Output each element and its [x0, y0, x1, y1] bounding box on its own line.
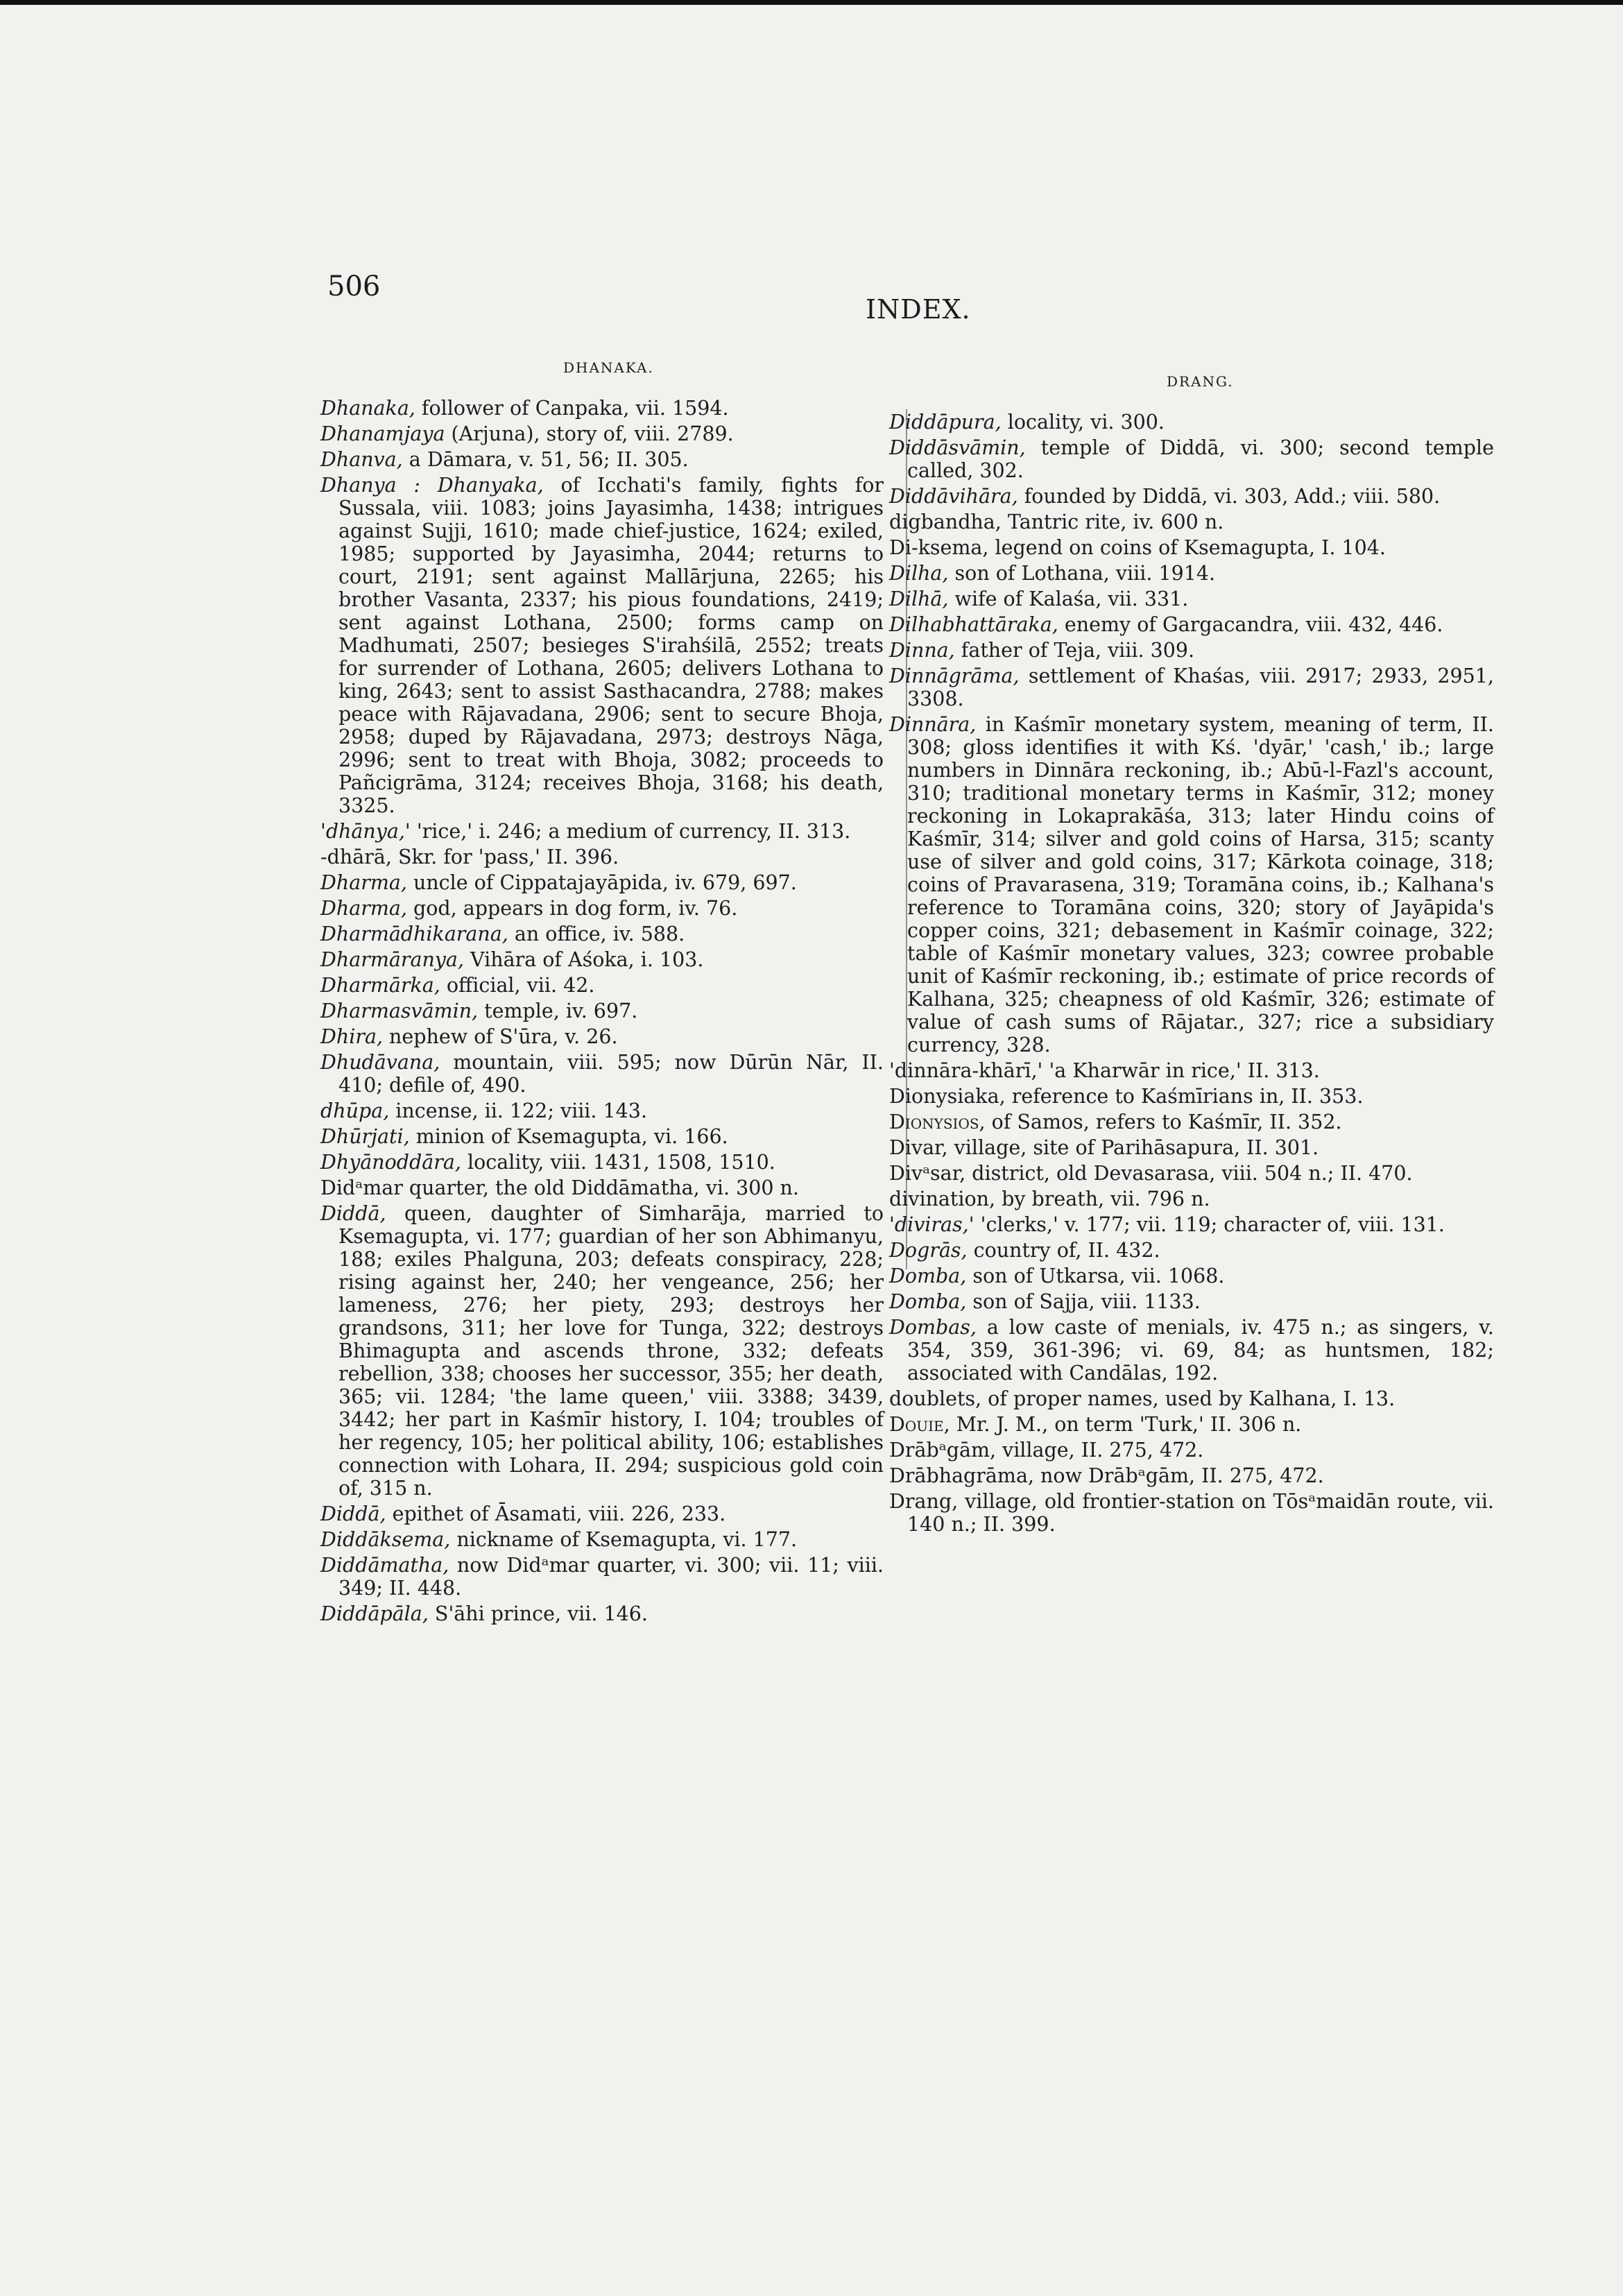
entry-text: now Didᵃmar quarter, vi. 300; vii. 11; viii. 349; II. 448.	[338, 1554, 884, 1600]
entry-headword: Divᵃsar,	[889, 1162, 966, 1185]
entry-text: father of Teja, viii. 309.	[954, 639, 1195, 662]
entry-headword: Dhūrjati,	[320, 1125, 410, 1148]
entry-headword: Dogrās,	[889, 1239, 968, 1262]
index-entry	[320, 923, 884, 945]
index-entry	[889, 1188, 1494, 1210]
entry-text: a low caste of menials, iv. 475 n.; as singers, v. 354, 359, 361-396; vi. 69, 84; as huntsmen, 182; associated with Candālas, 192.	[907, 1316, 1494, 1385]
entry-text: wife of Kalaśa, vii. 331.	[948, 588, 1189, 610]
right-column	[889, 411, 1494, 1539]
entry-headword: 'diviras,'	[889, 1213, 974, 1236]
entry-headword: Dhanaka,	[320, 397, 415, 420]
entry-text: incense, ii. 122; viii. 143.	[389, 1099, 648, 1122]
entry-text: mountain, viii. 595; now Dūrūn Nār, II. 410; defile of, 490.	[338, 1051, 884, 1097]
index-entry	[889, 485, 1494, 508]
entry-headword: Dharmādhikarana,	[320, 923, 508, 945]
entry-text: quarter, the old Diddāmatha, vi. 300 n.	[402, 1176, 799, 1199]
index-entry	[320, 948, 884, 971]
entry-text: son of Utkarsa, vii. 1068.	[966, 1265, 1225, 1287]
entry-text: village, old frontier-station on Tōsᵃmaidān route, vii. 140 n.; II. 399.	[907, 1490, 1494, 1536]
index-entry	[320, 1000, 884, 1022]
entry-text: country of, II. 432.	[967, 1239, 1160, 1262]
entry-text: queen, daughter of Simharāja, married to Ksemagupta, vi. 177; guardian of her son Abhimanyu, 188; exiles Phalguna, 203; defeats conspiracy, 228; rising against her, 240; her vengeance, 256; her lameness, 276; her piety, 293; destroys her grandsons, 311; her love for Tunga, 322; destroys Bhimagupta and ascends throne, 332; defeats rebellion, 338; chooses her successor, 355; her death, 365; vii. 1284; 'the lame queen,' viii. 3388; 3439, 3442; her part in Kaśmīr history, I. 104; troubles of her regency, 105; her political ability, 106; establishes connection with Lohara, II. 294; suspicious gold coin of, 315 n.	[338, 1202, 884, 1500]
entry-headword: Dombas,	[889, 1316, 977, 1339]
entry-text: son of Sajja, viii. 1133.	[966, 1290, 1201, 1313]
index-entry	[320, 448, 884, 471]
entry-headword: Dharmāranya,	[320, 948, 464, 971]
index-entry	[320, 1202, 884, 1500]
entry-text: of Samos, refers to Kaśmīr, II. 352.	[985, 1111, 1342, 1133]
index-entry	[320, 1176, 884, 1199]
entry-headword: digbandha,	[889, 511, 1002, 533]
left-column	[320, 397, 884, 1628]
index-entry	[889, 1439, 1494, 1462]
entry-headword: Diddā,	[320, 1502, 386, 1525]
entry-headword: Domba,	[889, 1290, 967, 1313]
index-entry	[889, 1387, 1494, 1410]
entry-headword: Dhanya : Dhanyaka,	[320, 474, 544, 497]
entry-text: legend on coins of Ksemagupta, I. 104.	[988, 536, 1386, 559]
entry-text: reference to Kaśmīrians in, II. 353.	[1005, 1085, 1364, 1108]
entry-text: Tantric rite, iv. 600 n.	[1001, 511, 1224, 533]
entry-text: uncle of Cippatajayāpida, iv. 679, 697.	[406, 871, 797, 894]
entry-headword: Dionysios,	[889, 1111, 986, 1133]
entry-headword: Dharma,	[320, 897, 407, 920]
index-entry	[320, 1602, 884, 1625]
entry-headword: Dharmārka,	[320, 974, 440, 997]
entry-text: founded by Diddā, vi. 303, Add.; viii. 580.	[1017, 485, 1441, 508]
entry-text: village, site of Parihāsapura, II. 301.	[947, 1136, 1319, 1159]
entry-headword: Diddāvihāra,	[889, 485, 1018, 508]
index-entry	[889, 588, 1494, 610]
entry-headword: Diddāmatha,	[320, 1554, 449, 1577]
entry-headword: Drang,	[889, 1490, 959, 1513]
entry-text: locality, viii. 1431, 1508, 1510.	[461, 1151, 775, 1174]
entry-text: of proper names, used by Kalhana, I. 13.	[981, 1387, 1396, 1410]
index-entry	[889, 562, 1494, 585]
entry-headword: 'dinnāra-khārī,'	[889, 1059, 1043, 1082]
index-entry	[320, 1502, 884, 1525]
entry-headword: Dharma,	[320, 871, 407, 894]
entry-headword: dhūpa,	[320, 1099, 390, 1122]
index-entry	[320, 1528, 884, 1551]
entry-text: nephew of S'ūra, v. 26.	[383, 1025, 618, 1048]
index-entry	[320, 897, 884, 920]
entry-headword: Diddā,	[320, 1202, 386, 1225]
index-entry	[889, 1464, 1494, 1487]
entry-headword: 'dhānya,'	[320, 820, 411, 843]
entry-headword: Dilhā,	[889, 588, 949, 610]
index-entry	[320, 871, 884, 894]
entry-text: Mr. J. M., on term 'Turk,' II. 306 n.	[950, 1413, 1302, 1436]
index-entry	[889, 1111, 1494, 1133]
index-entry	[889, 713, 1494, 1056]
entry-headword: Didᵃmar	[320, 1176, 403, 1199]
index-entry	[889, 436, 1494, 482]
entry-text: god, appears in dog form, iv. 76.	[406, 897, 738, 920]
page-number: 506	[327, 271, 381, 302]
entry-text: minion of Ksemagupta, vi. 166.	[409, 1125, 728, 1148]
index-entry	[889, 1239, 1494, 1262]
entry-text: nickname of Ksemagupta, vi. 177.	[450, 1528, 798, 1551]
entry-text: by breath, vii. 796 n.	[995, 1188, 1210, 1210]
entry-headword: Dhudāvana,	[320, 1051, 440, 1074]
entry-text: now Drābᵃgām, II. 275, 472.	[1034, 1464, 1324, 1487]
index-entry	[889, 613, 1494, 636]
entry-text: Vihāra of Aśoka, i. 103.	[463, 948, 704, 971]
index-entry	[320, 1051, 884, 1097]
running-head: INDEX.	[866, 294, 971, 325]
index-entry	[320, 1125, 884, 1148]
entry-headword: Diddāpāla,	[320, 1602, 429, 1625]
entry-text: 'a Kharwār in rice,' II. 313.	[1042, 1059, 1320, 1082]
entry-text: (Arjuna), story of, viii. 2789.	[445, 422, 734, 445]
index-entry	[889, 536, 1494, 559]
index-entry	[889, 1490, 1494, 1536]
entry-headword: Dionysiaka,	[889, 1085, 1006, 1108]
entry-text: settlement of Khaśas, viii. 2917; 2933, 2951, 3308.	[907, 665, 1494, 710]
entry-headword: Dhyānoddāra,	[320, 1151, 461, 1174]
entry-headword: Dinna,	[889, 639, 955, 662]
entry-headword: Diddāpura,	[889, 411, 1002, 434]
index-entry	[889, 1413, 1494, 1436]
index-entry	[889, 1059, 1494, 1082]
entry-text: a Dāmara, v. 51, 56; II. 305.	[402, 448, 689, 471]
entry-text: temple of Diddā, vi. 300; second temple called, 302.	[907, 436, 1494, 482]
entry-text: son of Lothana, viii. 1914.	[948, 562, 1216, 585]
page-top-rule	[0, 0, 1623, 5]
right-catchword: DRANG.	[1167, 373, 1234, 390]
entry-text: an office, iv. 588.	[508, 923, 685, 945]
left-catchword: DHANAKA.	[563, 359, 654, 376]
entry-text: in Kaśmīr monetary system, meaning of term, II. 308; gloss identifies it with Kś. 'dyār,' 'cash,' ib.; large numbers in Dinnāra reckoning, ib.; Abū-l-Fazl's account, 310; traditional monetary terms in Kaśmīr, 312; money reckoning in Lokaprakāśa, 313; later Hindu coins of Kaśmīr, 314; silver and gold coins of Harsa, 315; scanty use of silver and gold coins, 317; Kārkota coinage, 318; coins of Pravarasena, 319; Toramāna coins, ib.; Kalhana's reference to Toramāna coins, 320; story of Jayāpida's copper coins, 321; debasement in Kaśmīr coinage, 322; table of Kaśmīr monetary values, 323; cowree probable unit of Kaśmīr reckoning, ib.; estimate of price records of Kalhana, 325; cheapness of old Kaśmīr, 326; estimate of value of cash sums of Rājatar., 327; rice a subsidiary currency, 328.	[907, 713, 1494, 1056]
index-entry	[320, 422, 884, 445]
entry-text: district, old Devasarasa, viii. 504 n.; II. 470.	[965, 1162, 1413, 1185]
entry-headword: -dhārā,	[320, 846, 392, 868]
index-entry	[889, 665, 1494, 710]
index-entry	[320, 1099, 884, 1122]
index-entry	[889, 1265, 1494, 1287]
entry-headword: Diddāksema,	[320, 1528, 451, 1551]
index-entry	[320, 1554, 884, 1600]
entry-text: follower of Canpaka, vii. 1594.	[415, 397, 729, 420]
index-entry	[889, 511, 1494, 533]
entry-headword: Dilhabhattāraka,	[889, 613, 1058, 636]
entry-text: Skr. for 'pass,' II. 396.	[391, 846, 619, 868]
entry-headword: Diddāsvāmin,	[889, 436, 1026, 459]
entry-headword: Domba,	[889, 1265, 967, 1287]
entry-headword: Dinnāgrāma,	[889, 665, 1020, 687]
index-entry	[889, 1085, 1494, 1108]
index-entry	[889, 1136, 1494, 1159]
entry-headword: Dhanva,	[320, 448, 403, 471]
entry-text: S'āhi prince, vii. 146.	[428, 1602, 648, 1625]
entry-headword: divination,	[889, 1188, 996, 1210]
entry-text: 'rice,' i. 246; a medium of currency, II. 313.	[410, 820, 851, 843]
entry-text: of Icchati's family, fights for Sussala, viii. 1083; joins Jayasimha, 1438; intrigues against Sujji, 1610; made chief-justice, 1624; exiled, 1985; supported by Jayasimha, 2044; returns to court, 2191; sent against Mallārjuna, 2265; his brother Vasanta, 2337; his pious foundations, 2419; sent against Lothana, 2500; forms camp on Madhumati, 2507; besieges S'irahśilā, 2552; treats for surrender of Lothana, 2605; delivers Lothana to king, 2643; sent to assist Sasthacandra, 2788; makes peace with Rājavadana, 2906; sent to secure Bhoja, 2958; duped by Rājavadana, 2973; destroys Nāga, 2996; sent to treat with Bhoja, 3082; proceeds to Pañcigrāma, 3124; receives Bhoja, 3168; his death, 3325.	[338, 474, 884, 817]
entry-headword: Dilha,	[889, 562, 949, 585]
index-entry	[320, 397, 884, 420]
entry-headword: doublets,	[889, 1387, 982, 1410]
index-entry	[889, 1162, 1494, 1185]
entry-text: temple, iv. 697.	[478, 1000, 638, 1022]
entry-headword: Drābᵃgām,	[889, 1439, 997, 1462]
index-entry	[889, 411, 1494, 434]
index-entry	[889, 1213, 1494, 1236]
index-entry	[320, 820, 884, 843]
index-entry	[889, 1290, 1494, 1313]
entry-text: 'clerks,' v. 177; vii. 119; character of, viii. 131.	[974, 1213, 1445, 1236]
entry-headword: Drābhagrāma,	[889, 1464, 1034, 1487]
index-entry	[320, 846, 884, 868]
entry-text: village, II. 275, 472.	[996, 1439, 1204, 1462]
entry-headword: Dhira,	[320, 1025, 383, 1048]
entry-text: enemy of Gargacandra, viii. 432, 446.	[1058, 613, 1443, 636]
entry-headword: Divar,	[889, 1136, 948, 1159]
entry-text: epithet of Āsamati, viii. 226, 233.	[386, 1502, 726, 1525]
entry-headword: Di-ksema,	[889, 536, 989, 559]
entry-headword: Douie,	[889, 1413, 950, 1436]
entry-headword: Dinnāra,	[889, 713, 977, 736]
index-entry	[320, 974, 884, 997]
entry-text: official, vii. 42.	[440, 974, 595, 997]
index-entry	[320, 474, 884, 817]
entry-headword: Dhanamjaya	[320, 422, 445, 445]
index-entry	[320, 1151, 884, 1174]
entry-headword: Dharmasvāmin,	[320, 1000, 479, 1022]
index-entry	[889, 1316, 1494, 1385]
index-entry	[889, 639, 1494, 662]
entry-text: locality, vi. 300.	[1001, 411, 1165, 434]
index-entry	[320, 1025, 884, 1048]
